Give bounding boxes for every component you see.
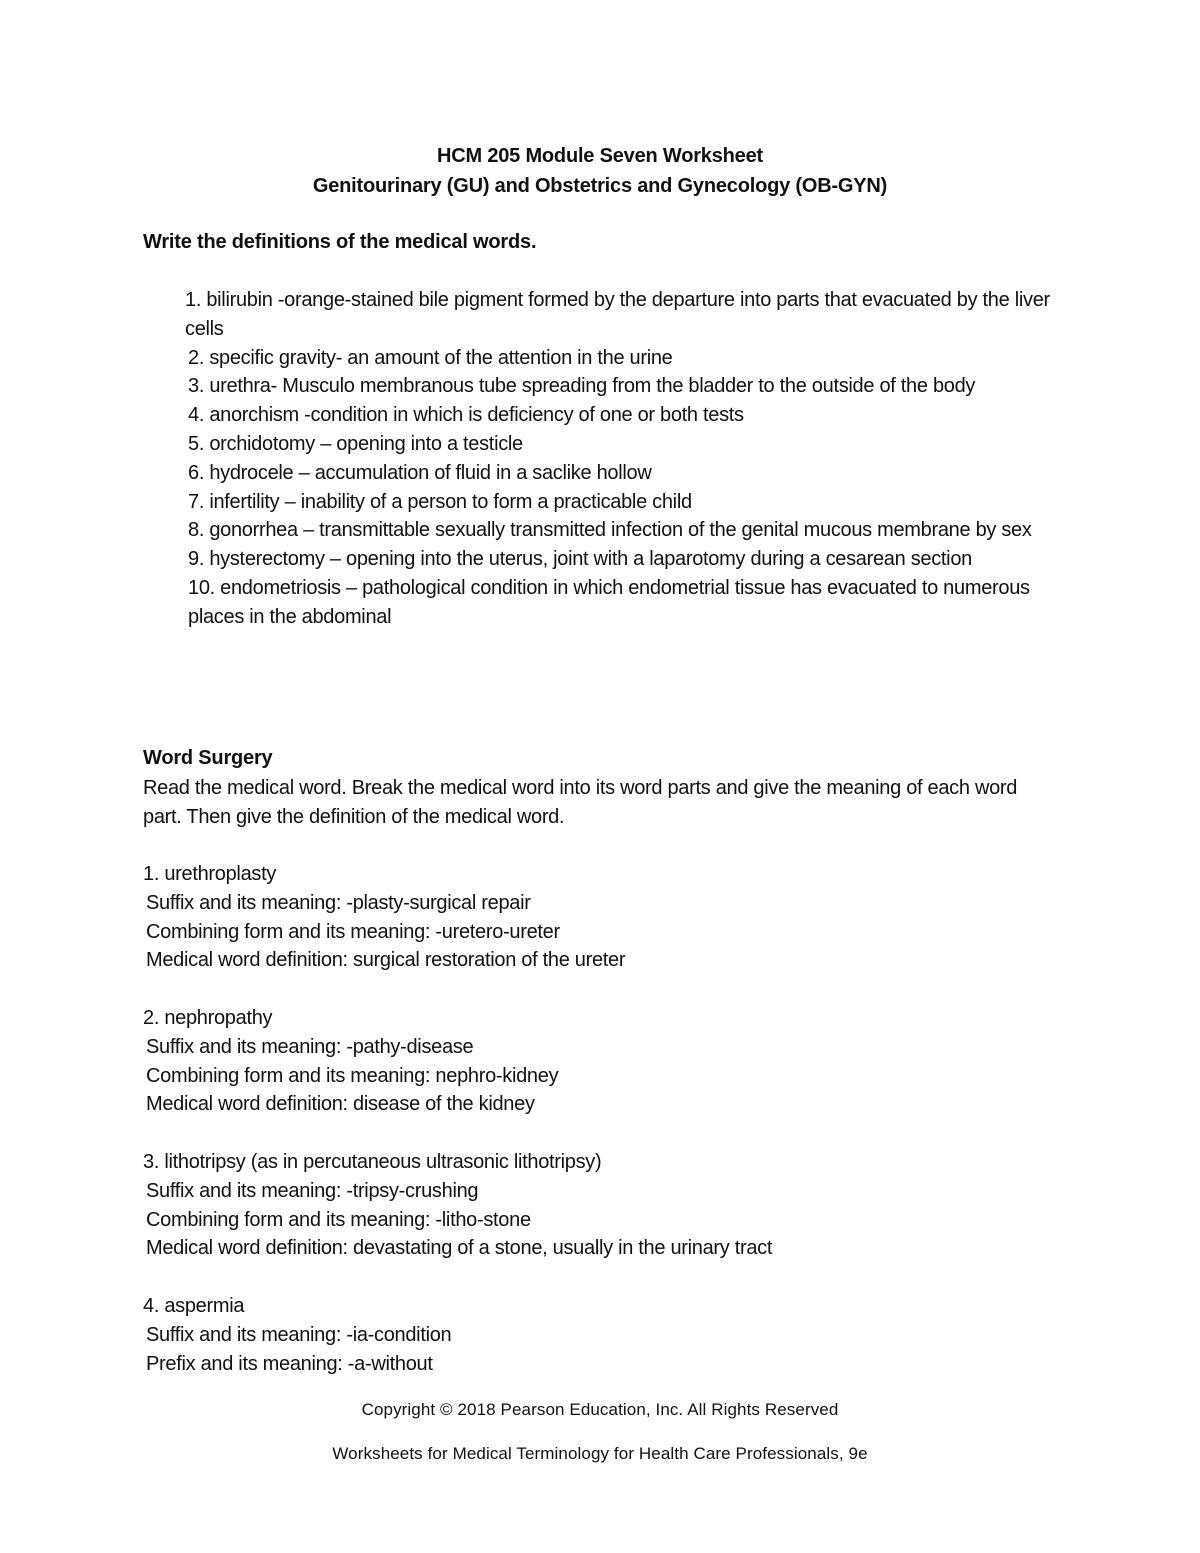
definition-item: 8. gonorrhea – transmittable sexually transmitted infection of the genital mucous membrane by sex [188, 519, 1032, 542]
definition-item: 3. urethra- Musculo membranous tube spreading from the bladder to the outside of the body [188, 375, 976, 398]
word-part-line: Suffix and its meaning: -pathy-disease [146, 1035, 474, 1058]
word-surgery-instruction: Read the medical word. Break the medical word into its word parts and give the meaning of each word part. Then give the definition of the medical word. [143, 777, 1018, 828]
word-part-line: Suffix and its meaning: -plasty-surgical repair [146, 891, 531, 914]
page-title: HCM 205 Module Seven Worksheet [437, 145, 763, 167]
definitions-list [185, 286, 1055, 632]
definitions-instruction: Write the definitions of the medical words. [143, 231, 537, 253]
word-part-line: Combining form and its meaning: -uretero-ureter [146, 920, 560, 943]
word-part-line: Medical word definition: surgical restoration of the ureter [146, 949, 626, 972]
word-part-line: Medical word definition: disease of the kidney [146, 1093, 535, 1116]
word-entry [143, 1292, 451, 1378]
footer-copyright: Copyright © 2018 Pearson Education, Inc. All Rights Reserved [361, 1400, 839, 1419]
definition-item: 10. endometriosis – pathological condition in which endometrial tissue has evacuated to numerous places in the abdominal [188, 576, 1030, 628]
footer-book-title: Worksheets for Medical Terminology for Health Care Professionals, 9e [332, 1444, 868, 1463]
page-subtitle: Genitourinary (GU) and Obstetrics and Gynecology (OB-GYN) [312, 175, 888, 197]
definition-item: 4. anorchism -condition in which is deficiency of one or both tests [188, 404, 744, 427]
definition-item: 2. specific gravity- an amount of the attention in the urine [188, 346, 673, 369]
word-part-line: Combining form and its meaning: -litho-stone [146, 1208, 531, 1231]
word-part-line: Suffix and its meaning: -tripsy-crushing [146, 1179, 479, 1202]
word-term: 3. lithotripsy (as in percutaneous ultrasonic lithotripsy) [143, 1151, 602, 1173]
word-surgery-heading: Word Surgery [143, 747, 273, 769]
definition-item: 9. hysterectomy – opening into the uterus, joint with a laparotomy during a cesarean section [188, 548, 972, 571]
word-entry [143, 1148, 772, 1263]
definition-item: 6. hydrocele – accumulation of fluid in a saclike hollow [188, 461, 652, 484]
word-term: 2. nephropathy [143, 1007, 273, 1029]
word-term: 1. urethroplasty [143, 863, 277, 885]
word-entry [143, 1004, 558, 1119]
definition-item: 1. bilirubin -orange-stained bile pigment formed by the departure into parts that evacuated by the liver cells [185, 289, 1050, 340]
word-part-line: Medical word definition: devastating of a stone, usually in the urinary tract [146, 1237, 773, 1260]
definition-item: 5. orchidotomy – opening into a testicle [188, 432, 523, 455]
word-part-line: Combining form and its meaning: nephro-kidney [146, 1064, 559, 1087]
word-entry [143, 860, 625, 975]
title-block [0, 141, 1200, 201]
word-term: 4. aspermia [143, 1295, 245, 1317]
word-part-line: Suffix and its meaning: -ia-condition [146, 1323, 452, 1346]
word-part-line: Prefix and its meaning: -a-without [146, 1352, 433, 1375]
definition-item: 7. infertility – inability of a person to form a practicable child [188, 490, 692, 513]
